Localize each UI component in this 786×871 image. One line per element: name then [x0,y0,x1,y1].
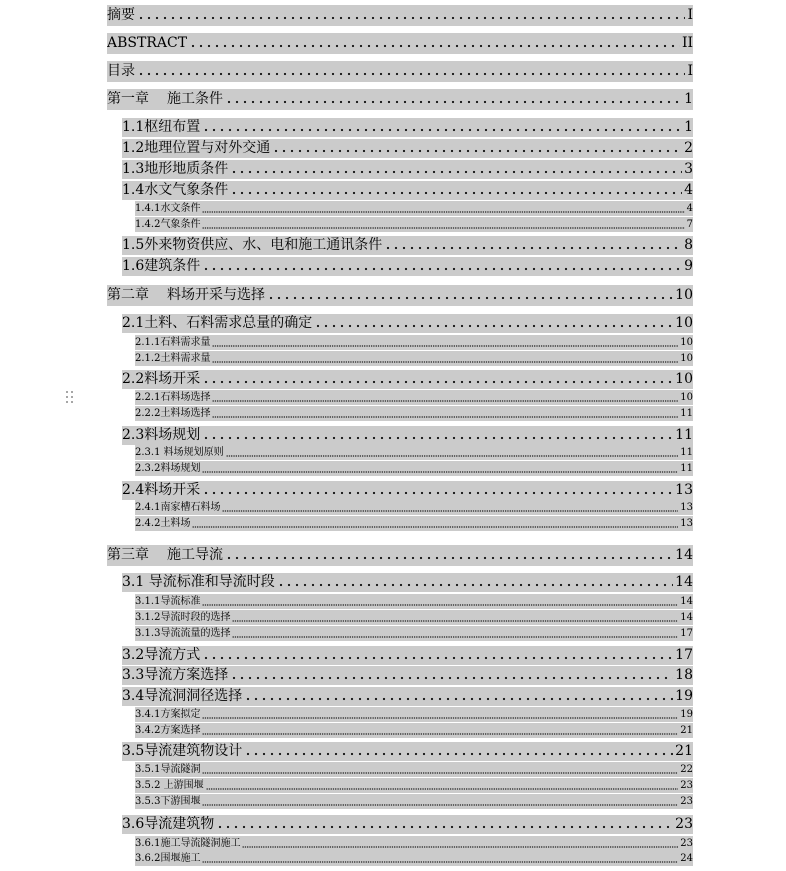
toc-entry-page: 11 [680,447,693,458]
toc-entry-title [122,646,202,665]
dot-leader [244,697,673,701]
toc-entry[interactable] [135,335,693,350]
toc-entry-title [135,626,232,641]
toc-entry-label: 2.4.2土料场 [135,518,191,529]
toc-entry-title [135,351,212,366]
toc-entry[interactable] [135,390,693,405]
toc-entry-page: 10 [675,315,693,331]
toc-entry-label: 3.4导流洞洞径选择 [122,688,243,704]
toc-entry[interactable] [122,236,693,255]
toc-entry-label: 2.2.2土料场选择 [135,408,211,419]
toc-entry-label: 2.1.2土料需求量 [135,353,211,364]
toc-entry-label: 2.4料场开采 [122,482,201,498]
toc-entry[interactable] [135,836,693,851]
toc-entry-title [135,594,202,609]
toc-entry-page: 9 [684,258,693,274]
toc-entry-title [135,778,206,793]
toc-entry-page: 10 [680,392,693,403]
toc-entry-title [122,481,202,500]
toc-entry[interactable] [122,257,693,276]
toc-entry[interactable] [135,610,693,625]
dot-leader [202,380,673,384]
toc-entry-label: 3.5.1导流隧洞 [135,764,201,775]
toc-entry[interactable] [107,5,693,26]
dot-leader [206,788,679,790]
toc-entry[interactable] [135,851,693,866]
toc-entry[interactable] [135,707,693,722]
toc-entry-chapter-title: 施工导流 [167,547,223,563]
toc-entry[interactable] [122,481,693,500]
toc-entry-title [122,687,244,706]
dot-leader [384,246,682,250]
toc-entry-label: 3.4.2方案选择 [135,725,201,736]
toc-entry-label: 1.3地形地质条件 [122,161,229,177]
toc-entry-label: 2.3料场规划 [122,427,201,443]
toc-entry-page: 14 [680,596,693,607]
toc-entry-title [135,723,202,738]
dot-leader [212,345,678,347]
toc-entry[interactable] [122,160,693,179]
toc-entry-label: 第一章 [107,91,149,107]
toc-entry-page: 23 [675,816,693,832]
toc-entry-title [135,516,192,531]
toc-entry-title [122,139,272,158]
dot-leader [202,656,673,660]
toc-entry[interactable] [135,351,693,366]
toc-entry-label: 1.2地理位置与对外交通 [122,140,271,156]
dot-leader [244,752,673,756]
toc-entry[interactable] [135,500,693,515]
toc-entry-page: 1 [684,119,693,135]
toc-entry-page: 22 [680,764,693,775]
toc-entry-chapter-title: 施工条件 [167,91,223,107]
toc-entry-title [135,762,202,777]
toc-entry-page: 1 [684,91,693,107]
toc-entry-title [107,89,225,110]
dot-leader [230,170,682,174]
toc-entry-page: 17 [675,647,693,663]
toc-entry-page: 23 [680,838,693,849]
toc-entry-page: 23 [680,780,693,791]
toc-entry-page: 11 [680,408,693,419]
toc-entry[interactable] [135,762,693,777]
toc-entry-chapter-title: 料场开采与选择 [167,287,265,303]
toc-entry-label: ABSTRACT [107,35,188,51]
toc-entry[interactable] [135,217,693,232]
toc-entry-title [122,426,202,445]
toc-entry-label: 2.1.1石料需求量 [135,337,211,348]
toc-entry-page: 17 [680,628,693,639]
toc-entry-page: 2 [684,140,693,156]
toc-entry-title [135,500,222,515]
toc-entry-title [122,666,230,685]
toc-entry[interactable] [135,778,693,793]
toc-entry-title [135,707,202,722]
drag-handle-icon[interactable] [66,391,76,409]
toc-entry-page: 19 [675,688,693,704]
toc-entry-page: 4 [684,182,693,198]
toc-entry-title [122,573,277,592]
dot-leader [202,267,682,271]
toc-entry[interactable] [122,426,693,445]
toc-entry-label: 3.1.1导流标准 [135,596,201,607]
dot-leader [202,733,678,735]
toc-entry-page: 13 [680,518,693,529]
toc-entry-label: 1.4.2气象条件 [135,219,201,230]
dot-leader [202,436,673,440]
toc-entry-label: 3.6.2围堰施工 [135,853,201,864]
toc-entry-page: 13 [680,502,693,513]
toc-entry-title [107,33,189,54]
toc-entry[interactable] [122,687,693,706]
toc-entry-page: 11 [675,427,693,443]
toc-entry-page: 13 [675,482,693,498]
toc-entry-label: 2.4.1南家槽石料场 [135,502,221,513]
toc-entry-title [122,815,216,834]
dot-leader [212,400,678,402]
toc-entry-page: 8 [684,237,693,253]
toc-entry-title [122,742,244,761]
toc-entry-title [135,335,212,350]
dot-leader [230,191,682,195]
toc-entry-title [107,545,225,566]
dot-leader [137,72,685,76]
dot-leader [202,211,684,213]
toc-entry[interactable] [107,61,693,82]
toc-entry[interactable] [122,573,693,592]
dot-leader [225,556,673,560]
toc-entry-page: I [687,63,693,79]
dot-leader [212,416,678,418]
toc-entry-page: 21 [680,725,693,736]
toc-entry[interactable] [135,794,693,809]
dot-leader [202,491,673,495]
toc-entry-page: I [687,7,693,23]
toc-entry-label: 3.5.3下游围堰 [135,796,201,807]
dot-leader [242,846,678,848]
toc-entry[interactable] [122,118,693,137]
toc-entry-title [122,118,202,137]
toc-entry-title [135,461,202,476]
dot-leader [202,804,678,806]
toc-entry-title [135,217,202,232]
toc-entry-title [135,201,202,216]
toc-entry-title [135,406,212,421]
toc-entry-page: II [681,35,693,51]
toc-entry-label: 摘要 [107,7,135,23]
dot-leader [226,455,679,457]
toc-entry-title [122,160,230,179]
toc-entry[interactable] [135,516,693,531]
toc-entry-page: 14 [675,574,693,590]
toc-entry-title [107,285,267,306]
toc-entry[interactable] [122,139,693,158]
toc-entry-label: 2.3.1 料场规划原则 [135,447,224,458]
toc-entry-label: 3.6导流建筑物 [122,816,215,832]
toc-entry-page: 3 [684,161,693,177]
toc-entry-page: 10 [680,337,693,348]
toc-entry[interactable] [135,594,693,609]
dot-leader [277,583,673,587]
dot-leader [212,361,678,363]
toc-entry[interactable] [135,461,693,476]
toc-entry-page: 19 [680,709,693,720]
toc-entry-label: 3.3导流方案选择 [122,667,229,683]
toc-entry-label: 3.6.1施工导流隧洞施工 [135,838,241,849]
toc-entry-label: 1.1枢纽布置 [122,119,201,135]
toc-entry[interactable] [135,201,693,216]
toc-entry-title [122,181,230,200]
toc-entry[interactable] [122,666,693,685]
toc-entry-title [135,445,226,460]
toc-entry[interactable] [135,723,693,738]
toc-entry[interactable] [122,646,693,665]
toc-entry[interactable] [107,89,693,110]
toc-entry-label: 3.5.2 上游围堰 [135,780,204,791]
toc-entry-title [135,851,202,866]
dot-leader [202,128,682,132]
toc-entry-label: 1.5外来物资供应、水、电和施工通讯条件 [122,237,383,253]
dot-leader [216,825,673,829]
toc-entry-page: 7 [686,219,693,230]
toc-entry[interactable] [107,545,693,566]
toc-entry-title [107,5,137,26]
dot-leader [272,149,682,153]
toc-entry[interactable] [135,626,693,641]
toc-entry-page: 11 [680,463,693,474]
toc-entry-label: 第三章 [107,547,149,563]
toc-entry-title [122,370,202,389]
toc-entry-title [135,836,242,851]
dot-leader [202,717,678,719]
toc-entry-label: 2.2.1石料场选择 [135,392,211,403]
toc-entry-page: 14 [680,612,693,623]
toc-entry-page: 10 [675,287,693,303]
toc-entry-label: 2.1土料、石料需求总量的确定 [122,315,313,331]
toc-entry-label: 3.4.1方案拟定 [135,709,201,720]
toc-entry-page: 23 [680,796,693,807]
dot-leader [225,100,682,104]
toc-entry-page: 4 [686,203,693,214]
toc-entry[interactable] [107,33,693,54]
dot-leader [202,604,678,606]
toc-entry-page: 10 [675,371,693,387]
toc-entry-title [122,257,202,276]
dot-leader [192,526,678,528]
toc-entry[interactable] [122,742,693,761]
toc-entry-label: 目录 [107,63,135,79]
toc-entry[interactable] [135,406,693,421]
dot-leader [189,44,680,48]
toc-entry[interactable] [107,285,693,306]
toc-entry-page: 18 [675,667,693,683]
toc-entry-page: 10 [680,353,693,364]
toc-entry-label: 1.4.1水文条件 [135,203,201,214]
dot-leader [202,227,684,229]
toc-entry-label: 1.4水文气象条件 [122,182,229,198]
toc-entry-page: 24 [680,853,693,864]
dot-leader [222,510,678,512]
toc-entry-label: 3.1 导流标准和导流时段 [122,574,275,590]
toc-entry-label: 2.3.2料场规划 [135,463,201,474]
toc-entry-title [135,610,232,625]
toc-entry-page: 14 [675,547,693,563]
toc-entry-title [122,236,384,255]
toc-entry-title [135,794,202,809]
toc-entry-title [135,390,212,405]
toc-entry-title [122,314,314,333]
dot-leader [232,636,678,638]
toc-entry[interactable] [122,815,693,834]
toc-entry[interactable] [135,445,693,460]
toc-entry[interactable] [122,314,693,333]
dot-leader [202,471,678,473]
dot-leader [232,620,678,622]
dot-leader [314,324,673,328]
toc-entry-label: 3.5导流建筑物设计 [122,743,243,759]
toc-entry-page: 21 [675,743,693,759]
toc-entry-title [107,61,137,82]
dot-leader [230,676,673,680]
toc-entry-label: 3.2导流方式 [122,647,201,663]
dot-leader [202,772,678,774]
toc-entry-label: 3.1.3导流流量的选择 [135,628,231,639]
toc-entry[interactable] [122,370,693,389]
toc-entry-label: 1.6建筑条件 [122,258,201,274]
dot-leader [267,296,673,300]
dot-leader [137,16,685,20]
dot-leader [202,861,678,863]
toc-entry-label: 3.1.2导流时段的选择 [135,612,231,623]
toc-entry-label: 2.2料场开采 [122,371,201,387]
toc-entry[interactable] [122,181,693,200]
toc-entry-label: 第二章 [107,287,149,303]
